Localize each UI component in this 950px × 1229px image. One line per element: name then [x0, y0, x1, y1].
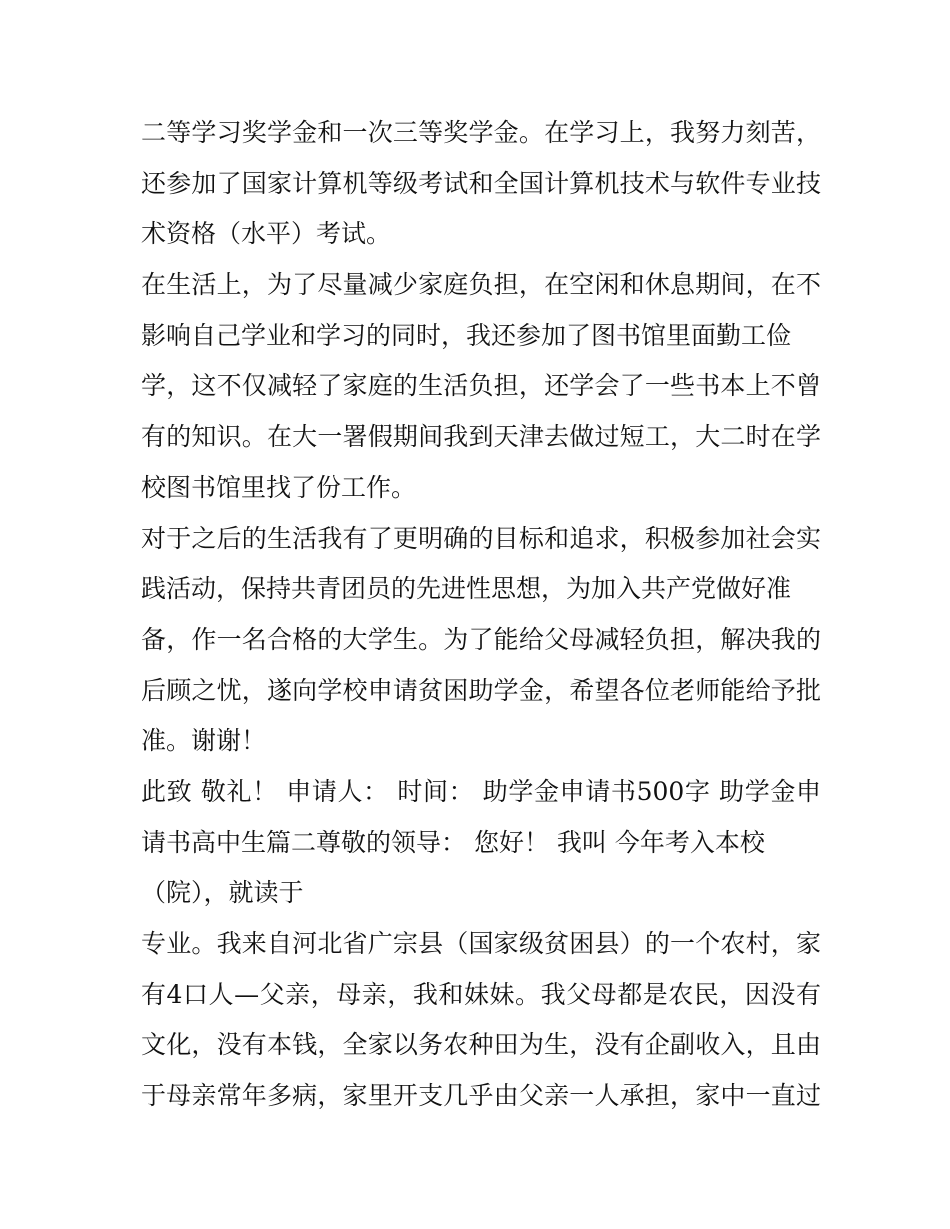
text-line: 在生活上，为了尽量减少家庭负担，在空闲和休息期间，在不 [141, 270, 821, 300]
text-line: 此致 敬礼！ 申请人： 时间： 助学金申请书500字 助学金申 [141, 776, 821, 806]
text-line: 校图书馆里找了份工作。 [141, 472, 417, 502]
text-line: 二等学习奖学金和一次三等奖学金。在学习上，我努力刻苦， [141, 118, 821, 147]
text-line: 于母亲常年多病，家里开支几乎由父亲一人承担，家中一直过 [141, 1081, 821, 1111]
text-line: 学，这不仅减轻了家庭的生活负担，还学会了一些书本上不曾 [141, 371, 821, 401]
text-line: （院），就读于 [141, 878, 304, 908]
text-line: 影响自己学业和学习的同时，我还参加了图书馆里面勤工俭 [141, 320, 792, 350]
text-line: 备，作一名合格的大学生。为了能给父母减轻负担，解决我的 [141, 624, 821, 654]
text-line: 专业。我来自河北省广宗县（国家级贫困县）的一个农村，家 [141, 929, 821, 958]
document-body [141, 108, 821, 1122]
text-line: 还参加了国家计算机等级考试和全国计算机技术与软件专业技 [141, 168, 821, 198]
text-line: 有4口人—父亲，母亲，我和妹妹。我父母都是农民，因没有 [141, 979, 821, 1009]
text-line: 术资格（水平）考试。 [141, 219, 392, 249]
text-line: 对于之后的生活我有了更明确的目标和追求，积极参加社会实 [141, 523, 821, 553]
text-line: 请书高中生篇二尊敬的领导： 您好！ 我叫 今年考入本校 [141, 827, 765, 857]
text-line: 后顾之忧，遂向学校申请贫困助学金，希望各位老师能给予批 [141, 675, 821, 705]
text-line: 践活动，保持共青团员的先进性思想，为加入共产党做好准 [141, 574, 792, 604]
text-line: 有的知识。在大一署假期间我到天津去做过短工，大二时在学 [141, 422, 821, 452]
text-line: 准。谢谢！ [141, 726, 267, 756]
text-line: 文化，没有本钱，全家以务农种田为生，没有企副收入，且由 [141, 1030, 821, 1060]
